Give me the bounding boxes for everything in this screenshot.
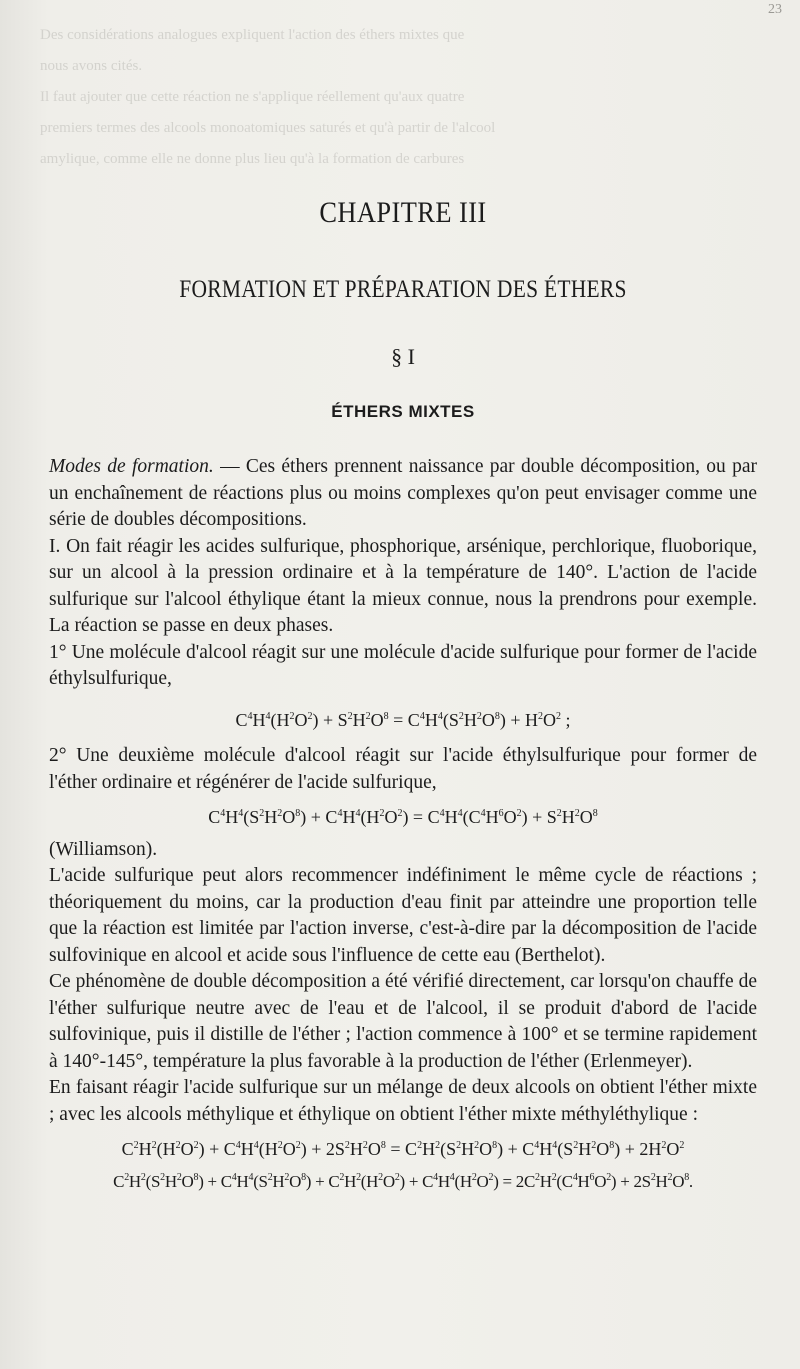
paragraph: (Williamson).	[49, 838, 158, 860]
chapter-title: FORMATION ET PRÉPARATION DES ÉTHERS	[179, 276, 627, 303]
formula: $C^2H^2(H^2O^2) + C^4H^4(H^2O^2) + 2S^2H^2O^8 = C^2H^2(S^2H^2O^8) + C^4H^4(S^2H^2O^8) + 2H^2O^2$	[121, 1139, 685, 1159]
paragraph: Ce phénomène de double décomposition a été vérifié directement, car lorsqu'on chauffe de l'éther sulfurique neutre avec de l'eau et de l'alcool, il se produit d'abord de l'acide sulfovinique, puis il distille de l'éther ; l'action commence à 100° et se termine rapidement à 140°-145°, température la plus favorable à la production de l'éther (Erlenmeyer).	[49, 971, 757, 1072]
paragraph: 2° Une deuxième molécule d'alcool réagit sur l'acide éthylsulfurique pour former de l'éther ordinaire et régénérer de l'acide sulfurique,	[49, 745, 757, 793]
chapter-heading: CHAPITRE III	[319, 196, 487, 229]
paragraph: L'acide sulfurique peut alors recommencer indéfiniment le même cycle de réactions ; théoriquement du moins, car la production d'eau finit par atteindre une proportion telle que la réaction est limitée par l'action inverse, c'est-à-dire par la décomposition de l'acide sulfovinique en alcool et acide sous l'influence de cette eau (Berthelot).	[49, 865, 757, 966]
paragraph: En faisant réagir l'acide sulfurique sur un mélange de deux alcools on obtient l'éther mixte ; avec les alcools méthylique et éthylique on obtient l'éther mixte méthyléthylique :	[49, 1077, 757, 1125]
paragraph-lead: Modes de formation.	[49, 456, 214, 477]
show-through-text: Des considérations analogues expliquent l'action des éthers mixtes que nous avons cités. Il faut ajouter que cette réaction ne s'applique réellement qu'aux quatre premiers termes des alcools monoatomiques saturés et qu'à partir de l'alcool amylique, comme elle ne donne plus lieu qu'à la formation de carbures	[40, 27, 496, 167]
paragraph: I. On fait réagir les acides sulfurique, phosphorique, arsénique, perchlorique, fluoborique, sur un alcool à la pression ordinaire et à la température de 140°. L'action de l'acide sulfurique sur l'alcool éthylique étant la mieux connue, nous la prendrons pour exemple. La réaction se passe en deux phases.	[49, 535, 757, 636]
paragraph: Modes de formation. — Ces éthers prennent naissance par double décomposition, ou par un enchaînement de réactions plus ou moins complexes qu'on peut envisager comme une série de doubles décompositions.	[49, 456, 757, 530]
paragraph: 1° Une molécule d'alcool réagit sur une molécule d'acide sulfurique pour former de l'acide éthylsulfurique,	[49, 641, 757, 689]
formula: $C^4H^4(S^2H^2O^8) + C^4H^4(H^2O^2) = C^4H^4(C^4H^6O^2) + S^2H^2O^8$	[208, 807, 598, 827]
formula: $C^4H^4(H^2O^2) + S^2H^2O^8 = C^4H^4(S^2H^2O^8) + H^2O^2$ ;	[235, 709, 571, 730]
formula: $C^2H^2(S^2H^2O^8) + C^4H^4(S^2H^2O^8) + C^2H^2(H^2O^2) + C^4H^4(H^2O^2) = 2C^2H^2(C^4H^6O^2) + 2S^2H^2O^8$.	[113, 1171, 693, 1191]
section-mark: § I	[391, 344, 415, 369]
section-subheading: ÉTHERS MIXTES	[331, 402, 475, 421]
body-text	[49, 454, 757, 1205]
page-number: 23	[768, 2, 782, 17]
